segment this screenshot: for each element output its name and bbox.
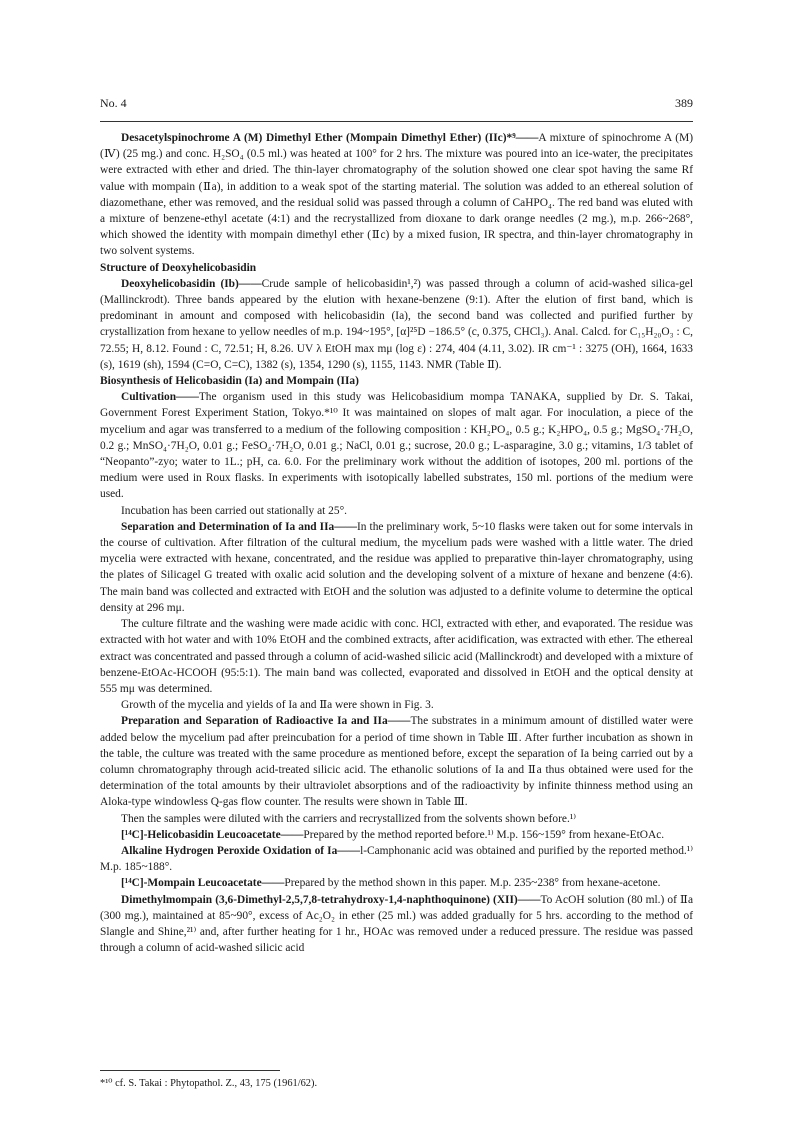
body-paragraph xyxy=(100,389,693,502)
page-header xyxy=(100,96,693,111)
paragraph-text: The substrates in a minimum amount of distilled water were added below the mycelium pad after preincubation for a period of time shown in Table Ⅲ. After further incubation as shown in the table, the culture was treated with the same procedure as mentioned before, except the separation of Ia being carried out by a column chromatography through acid-treated silicic acid. The ethanolic solutions of Ia and Ⅱa thus obtained were used for the determination of the total amounts by their ultraviolet absorptions and of the radioactivity by infinite thinness method using an Aloka-type windowless Q-gas flow counter. The results were shown in Table Ⅲ. xyxy=(100,715,694,809)
paragraph-text: Crude sample of helicobasidin¹,²) was passed through a column of acid-washed silica-gel (Mallinckrodt). Three bands appeared by the elution with hexane-benzene (9:1). After the elution of first band, which is predominant in amount and composed with helicobasidin (Ia), the second band was collected and purified further by crystallization from hexane to yellow needles of m.p. 194~195°, [α]²⁵D −186.5° (c, 0.375, CHCl₃). Anal. Calcd. for C₁₅H₂₀O₃ : C, 72.55; H, 8.12. Found : C, 72.51; H, 8.26. UV λ EtOH max mμ (log ε) : 274, 404 (4.11, 3.02). IR cm⁻¹ : 3275 (OH), 1664, 1633 (s), 1619 (sh), 1594 (C=O, C=C), 1382 (s), 1354, 1290 (s), 1155, 1143. NMR (Table Ⅱ). xyxy=(100,277,693,371)
paragraph-lead: Cultivation—— xyxy=(121,391,199,404)
paragraph-text: l-Camphonanic acid was obtained and purified by the reported method.¹⁾ M.p. 185~188°. xyxy=(100,844,693,874)
body-paragraph xyxy=(100,276,693,373)
body-paragraph xyxy=(100,827,693,843)
paragraph-lead: Preparation and Separation of Radioactive Ia and IIa—— xyxy=(121,715,411,728)
issue-number: No. 4 xyxy=(100,96,127,110)
paragraph-text: A mixture of spinochrome A (M) (Ⅳ) (25 mg.) and conc. H₂SO₄ (0.5 ml.) was heated at 100° for 2 hrs. The mixture was poured into an ice-water, the precipitates were extracted with ether and dried. The thin-layer chromatography of the solution showed one clear spot having the same Rf value with mompain (Ⅱa), in addition to a weak spot of the starting material. The solution was added to an ethereal solution of diazomethane, ether was removed, and the residual solid was passed through a column of CaHPO₄. The red band was eluted with a mixture of benzene-ethyl acetate (4:1) and the recrystallized from dioxane to dark orange needles (2 mg.), m.p. 266~268°, which showed the identity with mompain dimethyl ether (Ⅱc) by a mixed fusion, IR spectra, and thin-layer chromatography in two solvent systems. xyxy=(100,132,693,258)
paragraph-text: To AcOH solution (80 ml.) of Ⅱa (300 mg.), maintained at 85~90°, excess of Ac₂O₂ in ether (25 ml.) was added gradually for 5 hrs. according to the method of Slangle and Shine,²¹⁾ and, after further heating for 1 hr., HOAc was removed under a reduced pressure. The residue was passed through a column of acid-washed silicic acid xyxy=(100,893,693,955)
paragraph-text: Growth of the mycelia and yields of Ia and Ⅱa were shown in Fig. 3. xyxy=(121,699,434,712)
paragraph-lead: Desacetylspinochrome A (M) Dimethyl Ether (Mompain Dimethyl Ether) (IIc)*⁹—— xyxy=(121,132,539,144)
section-heading: Structure of Deoxyhelicobasidin xyxy=(100,261,257,274)
body-text xyxy=(100,130,693,956)
paragraph-lead: [¹⁴C]-Helicobasidin Leucoacetate—— xyxy=(121,828,304,841)
paragraph-text: Then the samples were diluted with the carriers and recrystallized from the solvents shown before.¹⁾ xyxy=(121,812,577,825)
section-heading: Biosynthesis of Helicobasidin (Ia) and Mompain (IIa) xyxy=(100,375,359,388)
paragraph-text: Incubation has been carried out stationally at 25°. xyxy=(121,504,347,517)
body-paragraph xyxy=(100,503,693,519)
paragraph-lead: Alkaline Hydrogen Peroxide Oxidation of Ia—— xyxy=(121,844,361,857)
paragraph-lead: [¹⁴C]-Mompain Leucoacetate—— xyxy=(121,877,285,890)
body-paragraph xyxy=(100,892,693,957)
paragraph-text: Prepared by the method shown in this paper. M.p. 235~238° from hexane-acetone. xyxy=(284,877,661,890)
body-paragraph xyxy=(100,843,693,875)
paragraph-text: The culture filtrate and the washing were made acidic with conc. HCl, extracted with ether, and evaporated. The residue was extracted with hot water and with 10% EtOH and the combined extracts, after acidification, was extracted with ether. The ethereal extract was concentrated and passed through a column of acid-washed silicic acid (Mallinckrodt) and developed with a mixture of benzene-EtOAc-HCOOH (95:5:1). The main band was collected, evaporated and dissolved in EtOH and the optical density at 555 mμ was determined. xyxy=(100,618,693,695)
paragraph-lead: Dimethylmompain (3,6-Dimethyl-2,5,7,8-tetrahydroxy-1,4-naphthoquinone) (XII)—— xyxy=(121,893,541,906)
paragraph-text: In the preliminary work, 5~10 flasks were taken out for some intervals in the course of cultivation. After filtration of the cultural medium, the mycelium pads were washed with a little water. The dried mycelia were extracted with hexane, concentrated, and the residue was applied to preparative thin-layer chromatography, using the plates of Silicagel G treated with oxalic acid solution and the developing solvent of a mixture of hexane and benzene (4:6). The main band was collected and extracted with EtOH and the solution was adjusted to a definite volume to determine the optical density at 296 mμ. xyxy=(100,520,693,614)
page-number: 389 xyxy=(675,96,693,110)
footnote: *¹⁰ cf. S. Takai : Phytopathol. Z., 43, 175 (1961/62). xyxy=(100,1078,318,1089)
paragraph-text: The organism used in this study was Helicobasidium mompa TANAKA, supplied by Dr. S. Takai, Government Forest Experiment Station, Tokyo.*¹⁰ It was maintained on slopes of malt agar. For inoculation, a piece of the mycelium and agar was transferred to a medium of the following composition : KH₂PO₄, 0.5 g.; K₂HPO₄, 0.5 g.; MgSO₄·7H₂O, 0.2 g.; MnSO₄·7H₂O, 0.01 g.; FeSO₄·7H₂O, 0.01 g.; NaCl, 0.01 g.; sucrose, 20.0 g.; L-asparagine, 3.0 g.; vitamins, 1/3 tablet of “Neopanto”-zyo; water to 1L.; pH, ca. 6.0. For the preliminary work without the addition of isotopes, 200 ml. portions of the medium were used in Roux flasks. In experiments with isotopically labelled substrates, 150 ml. portions of the medium were used. xyxy=(100,391,693,501)
header-rule xyxy=(100,121,693,122)
footnote-rule xyxy=(100,1070,280,1071)
body-paragraph xyxy=(100,616,693,697)
paragraph-text: Prepared by the method reported before.¹⁾ M.p. 156~159° from hexane-EtOAc. xyxy=(303,828,665,841)
body-paragraph xyxy=(100,519,693,616)
body-paragraph xyxy=(100,875,693,891)
body-paragraph xyxy=(100,130,693,260)
body-paragraph xyxy=(100,713,693,810)
body-paragraph xyxy=(100,697,693,713)
paragraph-lead: Separation and Determination of Ia and IIa—— xyxy=(121,520,358,533)
paragraph-lead: Deoxyhelicobasidin (Ib)—— xyxy=(121,277,262,290)
body-paragraph xyxy=(100,811,693,827)
